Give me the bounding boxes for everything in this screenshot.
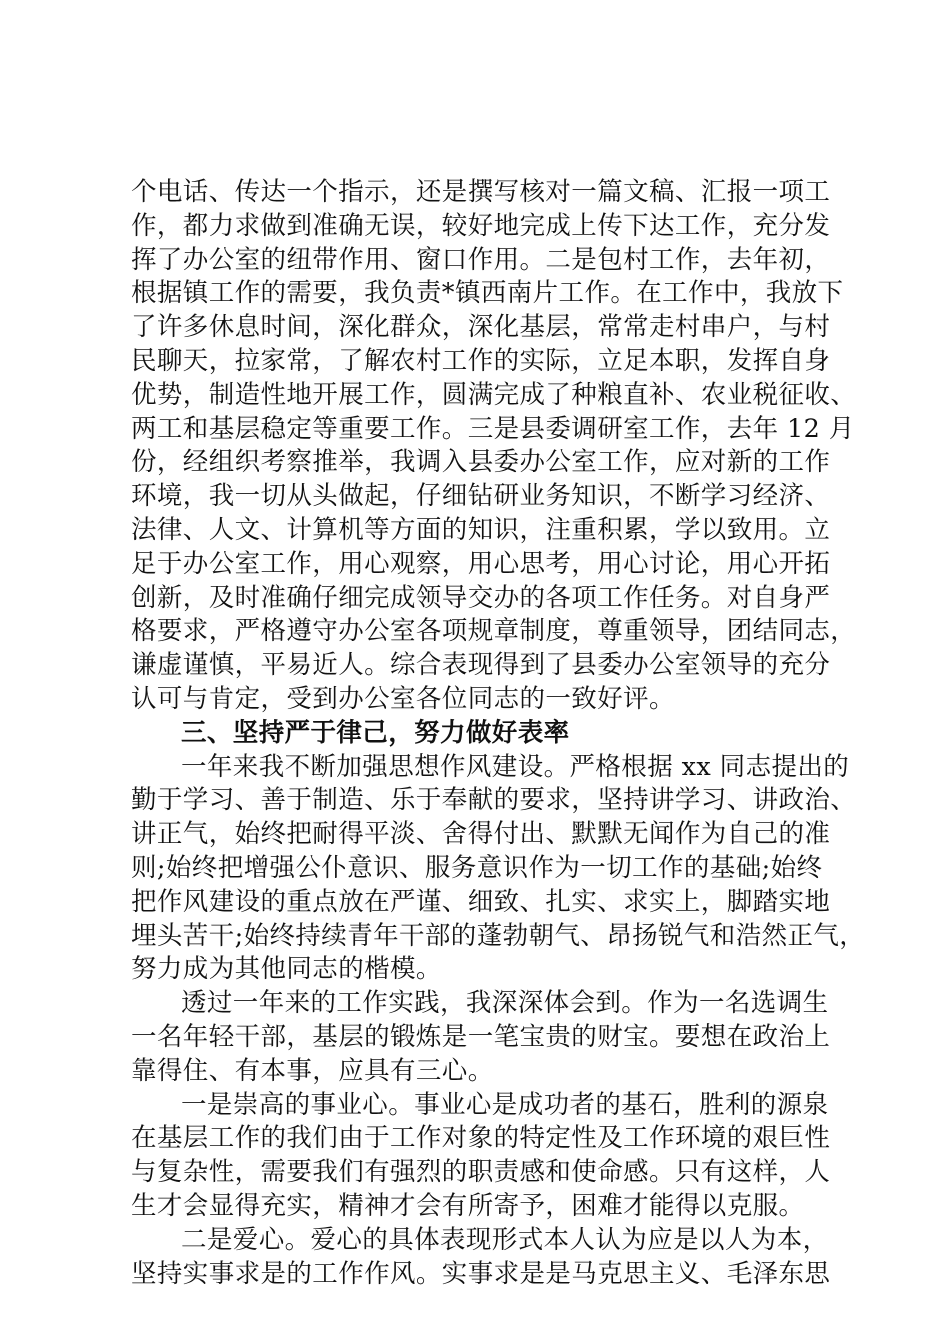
text-line: 一名年轻干部，基层的锻炼是一笔宝贵的财宝。要想在政治上 [131,1021,831,1052]
text-line: 法律、人文、计算机等方面的知识，注重积累，学以致用。立 [131,514,831,545]
text-line: 靠得住、有本事，应具有三心。 [131,1055,494,1086]
text-line: 作，都力求做到准确无误，较好地完成上传下达工作，充分发 [131,210,831,241]
text-line: 一年来我不断加强思想作风建设。严格根据 xx 同志提出的 [181,751,850,782]
text-line: 了许多休息时间，深化群众，深化基层，常常走村串户，与村 [131,312,831,343]
text-line: 两工和基层稳定等重要工作。三是县委调研室工作，去年 12 月 [131,413,855,444]
document-body-text [131,176,866,1291]
text-line: 二是爱心。爱心的具体表现形式本人认为应是以人为本， [181,1224,829,1255]
text-line: 生才会显得充实，精神才会有所寄予，困难才能得以克服。 [131,1190,805,1221]
text-line: 民聊天，拉家常，了解农村工作的实际，立足本职，发挥自身 [131,345,831,376]
text-line: 则;始终把增强公仆意识、服务意识作为一切工作的基础;始终 [131,852,823,883]
text-line: 讲正气，始终把耐得平淡、舍得付出、默默无闻作为自己的准 [131,819,831,850]
text-line: 埋头苦干;始终持续青年干部的蓬勃朝气、昂扬锐气和浩然正气， [131,920,866,951]
text-line: 一是崇高的事业心。事业心是成功者的基石，胜利的源泉 [181,1089,829,1120]
text-line: 个电话、传达一个指示，还是撰写核对一篇文稿、汇报一项工 [131,177,831,207]
text-line: 把作风建设的重点放在严谨、细致、扎实、求实上，脚踏实地 [131,886,831,917]
text-line: 坚持实事求是的工作作风。实事求是是马克思主义、毛泽东思 [131,1258,831,1289]
text-line: 勤于学习、善于制造、乐于奉献的要求，坚持讲学习、讲政治、 [131,785,857,816]
text-line: 努力成为其他同志的楷模。 [131,954,442,985]
text-line: 份，经组织考察推举，我调入县委办公室工作，应对新的工作 [131,447,831,478]
text-line: 谦虚谨慎，平易近人。综合表现得到了县委办公室领导的充分 [131,650,831,681]
text-line: 认可与肯定，受到办公室各位同志的一致好评。 [131,683,675,714]
text-line: 挥了办公室的纽带作用、窗口作用。二是包村工作，去年初， [131,244,831,275]
text-line: 格要求，严格遵守办公室各项规章制度，尊重领导，团结同志， [131,616,857,647]
text-line: 透过一年来的工作实践，我深深体会到。作为一名选调生 [181,988,829,1019]
text-line: 在基层工作的我们由于工作对象的特定性及工作环境的艰巨性 [131,1123,831,1154]
text-line: 根据镇工作的需要，我负责*镇西南片工作。在工作中，我放下 [131,278,844,309]
text-line: 优势，制造性地开展工作，圆满完成了种粮直补、农业税征收、 [131,379,857,410]
text-line: 环境，我一切从头做起，仔细钻研业务知识，不断学习经济、 [131,481,831,512]
text-line: 创新，及时准确仔细完成领导交办的各项工作任务。对自身严 [131,582,831,613]
text-line: 足于办公室工作，用心观察，用心思考，用心讨论，用心开拓 [131,548,831,579]
section-heading: 三、坚持严于律己，努力做好表率 [181,717,570,748]
text-line: 与复杂性，需要我们有强烈的职责感和使命感。只有这样，人 [131,1157,831,1188]
